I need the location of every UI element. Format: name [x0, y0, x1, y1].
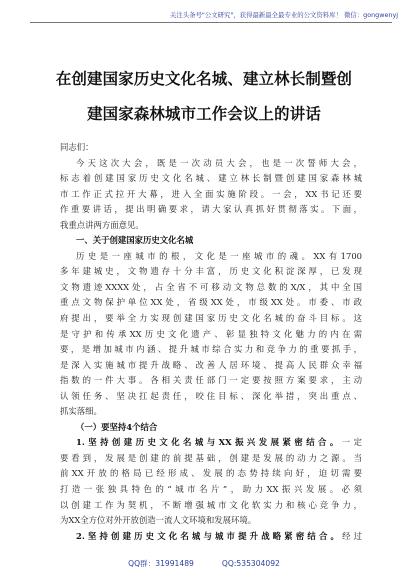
footer: [0, 558, 408, 569]
document-title-line-1: 在创建国家历史文化名城、建立林长制暨创: [55, 70, 353, 88]
paragraph-line: 市工作正式拉开大幕，进入全面实施阶段。一会，XX书记还要: [60, 188, 362, 199]
section-heading-1: 一、关于创建国家历史文化名城: [76, 235, 194, 246]
paragraph-line: 多年建城史，文物遗存十分丰富，历史文化积淀深厚，已发现: [60, 266, 362, 277]
paragraph-line: 历史是一座城市的根，文化是一座城市的魂。XX有1700: [76, 250, 362, 261]
document-title-line-2: 建国家森林城市工作会议上的讲话: [87, 105, 321, 123]
subsection-lead-tail: 经过: [342, 530, 362, 541]
paragraph-line: 府提出，要举全力实现创建国家历史文化名城的奋斗目标。这: [60, 313, 362, 324]
subsection-lead-tail: 一定: [341, 437, 362, 448]
paragraph-line: 是深入实施城市提升战略、改善人居环境、提高人民群众幸福: [60, 359, 362, 370]
paragraph-line: 以创建工作为契机，不断增强城市文化软实力和核心竞争力，: [60, 499, 362, 510]
paragraph-line: 标志着创建国家历史文化名城、建立林长制暨创建国家森林城: [60, 173, 362, 184]
section-heading-2: （一）要坚持4个结合: [76, 421, 158, 432]
footer-qq-group: QQ群：31991489: [128, 559, 194, 568]
paragraph-line: 要，是增加城市内涵、提升城市综合实力和竞争力的重要抓手，: [60, 344, 362, 355]
paragraph-line: 指数的一件大事。各相关责任部门一定要按照方案要求，主动: [60, 375, 362, 386]
paragraph-line: 认领任务、坚决扛起责任，咬住目标、深化举措，突出重点、: [60, 390, 362, 401]
subsection-title-2: 2.坚持创建历史文化名城与城市提升战略紧密结合。: [76, 530, 343, 541]
salutation: 同志们：: [60, 142, 94, 152]
paragraph-line: 打造一张独具特色的“城市名片”，助力XX振兴发展。必须: [60, 484, 362, 495]
paragraph-line: 是守护和传承XX历史文化遗产、彰显独特文化魅力的内在需: [60, 328, 362, 339]
paragraph-line: 作重要讲话，提出明确要求，请大家认真抓好贯彻落实。下面，: [60, 204, 362, 215]
header-banner: 关注头条号"公文研究"，获得最新最全最专业的公文资料库！ 微信：gongwenyj: [169, 11, 398, 19]
paragraph-line: 重点文物保护单位XX处，省级XX处，市级XX处。市委、市政: [60, 297, 362, 308]
paragraph-line: 我重点讲两方面意见。: [60, 219, 144, 230]
paragraph-line: 为XX全方位对外开放创造一流人文环境和发展环境。: [60, 515, 257, 526]
paragraph-line: 文物遗迹XXXX处，占全省不可移动文物总数的X/X，其中全国: [60, 281, 362, 292]
paragraph-line: 今天这次大会，既是一次动员大会，也是一次誓师大会，: [76, 157, 362, 168]
paragraph-line: 前XX开放的格局已经形成、发展的态势持续向好，迫切需要: [60, 468, 362, 479]
subsection-title-1: 1.坚持创建历史文化名城与XX振兴发展紧密结合。: [76, 437, 342, 448]
subsection-lead-1: [60, 435, 362, 451]
header-divider: [30, 22, 392, 23]
paragraph-line: 要看到，发展是创建的前提基础，创建是发展的动力之源。当: [60, 452, 362, 463]
paragraph-line: 抓实落细。: [60, 406, 102, 417]
subsection-lead-2: [60, 529, 362, 545]
footer-qq: QQ:535304092: [221, 559, 280, 568]
document-body: [60, 140, 362, 544]
